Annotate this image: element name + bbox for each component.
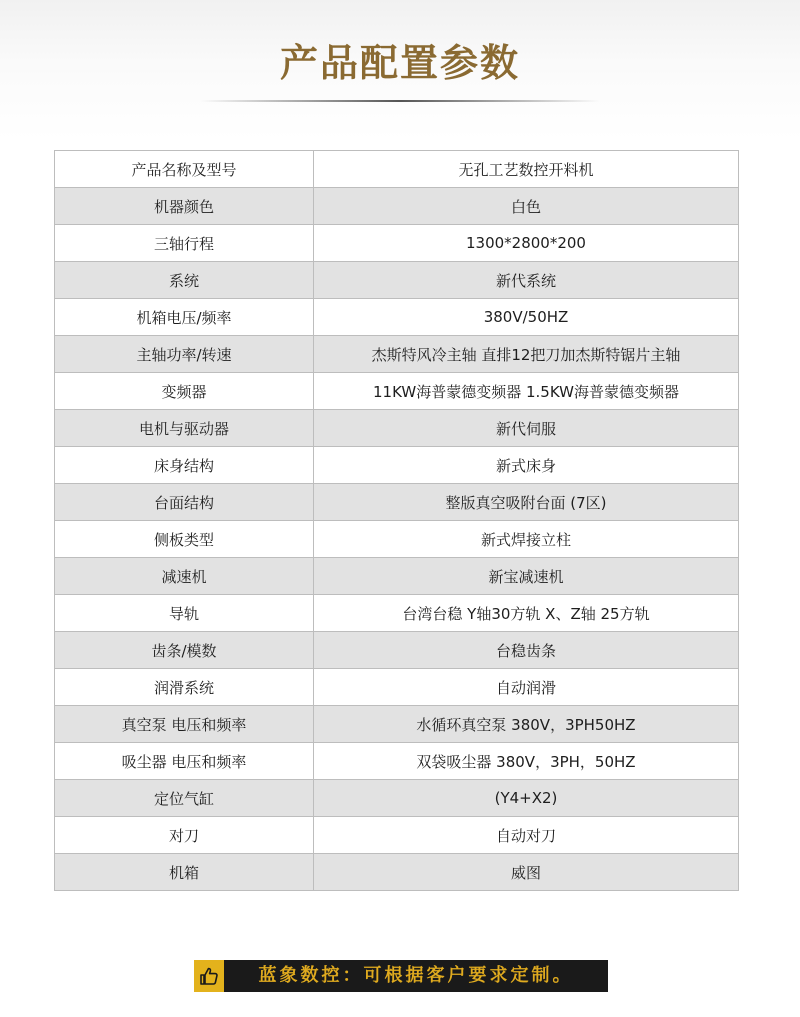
- spec-value: 新式焊接立柱: [314, 521, 739, 558]
- table-row: [55, 706, 739, 743]
- spec-value: 威图: [314, 854, 739, 891]
- spec-label: 产品名称及型号: [55, 151, 314, 188]
- spec-label: 系统: [55, 262, 314, 299]
- spec-value: 杰斯特风冷主轴 直排12把刀加杰斯特锯片主轴: [314, 336, 739, 373]
- slogan-bar: [194, 960, 608, 992]
- table-row: [55, 669, 739, 706]
- table-row: [55, 484, 739, 521]
- spec-table: [54, 150, 739, 891]
- spec-value: 新代伺服: [314, 410, 739, 447]
- spec-label: 减速机: [55, 558, 314, 595]
- spec-label: 台面结构: [55, 484, 314, 521]
- spec-value: 水循环真空泵 380V，3PH50HZ: [314, 706, 739, 743]
- spec-value: 自动润滑: [314, 669, 739, 706]
- spec-label: 对刀: [55, 817, 314, 854]
- spec-label: 真空泵 电压和频率: [55, 706, 314, 743]
- table-row: [55, 410, 739, 447]
- spec-label: 电机与驱动器: [55, 410, 314, 447]
- spec-value: (Y4+X2): [314, 780, 739, 817]
- spec-value: 双袋吸尘器 380V，3PH，50HZ: [314, 743, 739, 780]
- spec-label: 床身结构: [55, 447, 314, 484]
- table-row: [55, 632, 739, 669]
- spec-label: 三轴行程: [55, 225, 314, 262]
- spec-label: 润滑系统: [55, 669, 314, 706]
- spec-value: 11KW海普蒙德变频器 1.5KW海普蒙德变频器: [314, 373, 739, 410]
- table-row: [55, 447, 739, 484]
- table-row: [55, 373, 739, 410]
- spec-label: 变频器: [55, 373, 314, 410]
- table-row: [55, 188, 739, 225]
- table-row: [55, 854, 739, 891]
- table-row: [55, 151, 739, 188]
- spec-value: 380V/50HZ: [314, 299, 739, 336]
- spec-value: 自动对刀: [314, 817, 739, 854]
- table-row: [55, 521, 739, 558]
- spec-label: 机箱: [55, 854, 314, 891]
- spec-value: 台稳齿条: [314, 632, 739, 669]
- table-row: [55, 336, 739, 373]
- table-row: [55, 817, 739, 854]
- spec-label: 主轴功率/转速: [55, 336, 314, 373]
- table-row: [55, 743, 739, 780]
- spec-value: 无孔工艺数控开料机: [314, 151, 739, 188]
- spec-label: 机箱电压/频率: [55, 299, 314, 336]
- table-row: [55, 595, 739, 632]
- slogan-text: 蓝象数控：可根据客户要求定制。: [258, 965, 574, 986]
- spec-value: 白色: [314, 188, 739, 225]
- spec-label: 吸尘器 电压和频率: [55, 743, 314, 780]
- spec-label: 齿条/模数: [55, 632, 314, 669]
- page-title: 产品配置参数: [279, 40, 520, 85]
- spec-label: 定位气缸: [55, 780, 314, 817]
- spec-table-body: [55, 151, 739, 891]
- spec-value: 台湾台稳 Y轴30方轨 X、Z轴 25方轨: [314, 595, 739, 632]
- thumbs-up-icon: [194, 960, 224, 992]
- spec-label: 导轨: [55, 595, 314, 632]
- title-divider: [200, 100, 600, 102]
- table-row: [55, 262, 739, 299]
- spec-label: 机器颜色: [55, 188, 314, 225]
- spec-value: 整版真空吸附台面 (7区): [314, 484, 739, 521]
- spec-label: 侧板类型: [55, 521, 314, 558]
- table-row: [55, 299, 739, 336]
- table-row: [55, 780, 739, 817]
- table-row: [55, 558, 739, 595]
- spec-value: 1300*2800*200: [314, 225, 739, 262]
- spec-value: 新代系统: [314, 262, 739, 299]
- spec-value: 新式床身: [314, 447, 739, 484]
- spec-value: 新宝减速机: [314, 558, 739, 595]
- table-row: [55, 225, 739, 262]
